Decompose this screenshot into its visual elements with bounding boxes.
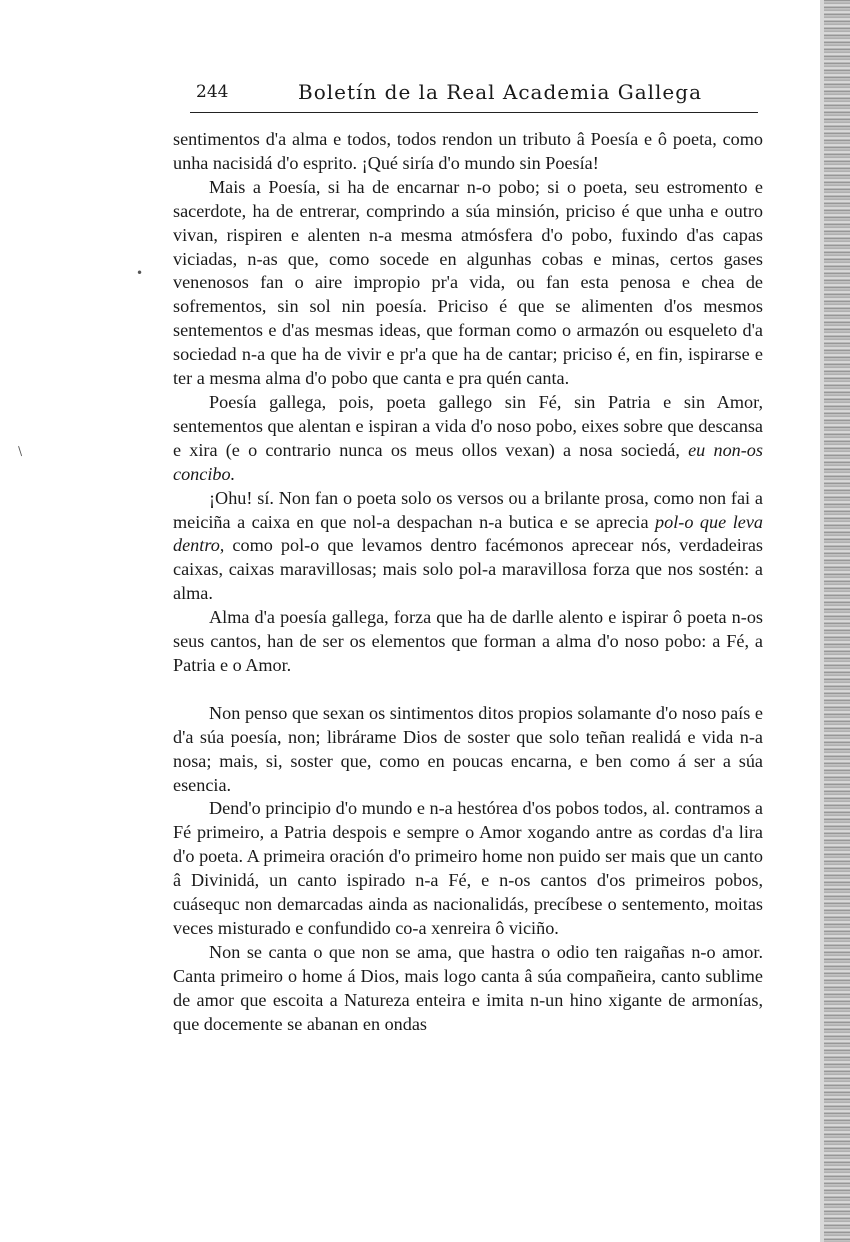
page-binding-edge	[824, 0, 850, 1242]
running-title: Boletín de la Real Academia Gallega	[298, 80, 702, 104]
paragraph-4-italic: pol-o que leva dentro,	[173, 511, 763, 556]
paragraph-2: Mais a Poesía, si ha de encarnar n-o pobo; si o poeta, seu estromento e sacerdote, ha de entrerar, comprindo a súa minsión, priciso é que unha e outro vivan, rispiren e alenten n-a mesma atmósfera d'o pobo, fuxindo d'as capas viciadas, n-as que, como socede en algunhas cobas e minas, certos gases venenosos fan o aire impropio pr'a vida, ou fan esta penosa e chea de sofrementos, sin sol nin poesía. Priciso é que se alimenten d'os mesmos sentementos e d'as mesmas ideas, que forman como o armazón ou esqueleto d'a sociedad n-a que ha de vivir e pr'a que ha de cantar; priciso é, en fin, ispirarse e ter a mesma alma d'o pobo que canta e pra quén canta.	[173, 176, 763, 389]
paragraph-3-italic: eu non-os concibo.	[173, 439, 763, 484]
paragraph-1: sentimentos d'a alma e todos, todos rendon un tributo â Poesía e ô poeta, como unha nacisidá d'o esprito. ¡Qué siría d'o mundo sin Poesía!	[173, 129, 763, 173]
page-number: 244	[196, 82, 229, 102]
margin-dot: •	[136, 266, 144, 280]
paragraph-4-text: ¡Ohu! sí. Non fan o poeta solo os versos ou a brilante prosa, como non fai a meiciña a caixa en que nol-a despachan n-a butica e se aprecia	[173, 487, 763, 532]
body-text	[173, 128, 763, 1037]
paragraph-3-text: Poesía gallega, pois, poeta gallego sin Fé, sin Patria e sin Amor, sentementos que alentan e ispiran a vida d'o noso pobo, eixes sobre que descansa e xira (e o contrario nunca os meus ollos vexan) a nosa sociedá,	[173, 391, 763, 460]
paragraph-6: Non penso que sexan os sintimentos ditos propios solamante d'o noso país e d'a súa poesía, non; librárame Dios de soster que solo teñan realidá e vida n-a nosa; mais, si, soster que, como en poucas encarna, e ben como á ser a súa esencia.	[173, 702, 763, 795]
margin-pencil-mark: /	[14, 444, 26, 458]
paragraph-3	[173, 391, 763, 487]
paragraph-5: Alma d'a poesía gallega, forza que ha de darlle alento e ispirar ô poeta n-os seus cantos, han de ser os elementos que forman a alma d'o noso pobo: a Fé, a Patria e o Amor.	[173, 607, 763, 675]
paragraph-4	[173, 487, 763, 607]
paragraph-4-tail: como pol-o que levamos dentro facémonos aprecear nós, verdadeiras caixas, caixas maravillosas; mais solo pol-a maravillosa forza que nos sostén: a alma.	[173, 535, 763, 604]
paragraph-7: Dend'o principio d'o mundo e n-a hestórea d'os pobos todos, al. contramos a Fé primeiro, a Patria despois e sempre o Amor xogando antre as cordas d'a lira d'o poeta. A primeira oración d'o primeiro home non puido ser mais que un canto â Divinidá, un canto ispirado n-a Fé, e n-os cantos d'os primeiros pobos, cuásequc non demarcadas ainda as nacionalidás, precíbese o sentemento, moitas veces misturado e confundido co-a xenreira ô viciño.	[173, 798, 763, 938]
page-header	[190, 78, 758, 113]
paragraph-8: Non se canta o que non se ama, que hastra o odio ten raigañas n-o amor. Canta primeiro o home á Dios, mais logo canta â súa compañeira, canto sublime de amor que escoita a Natureza enteira e imita n-un hino xigante de armonías, que docemente se abanan en ondas	[173, 941, 763, 1034]
